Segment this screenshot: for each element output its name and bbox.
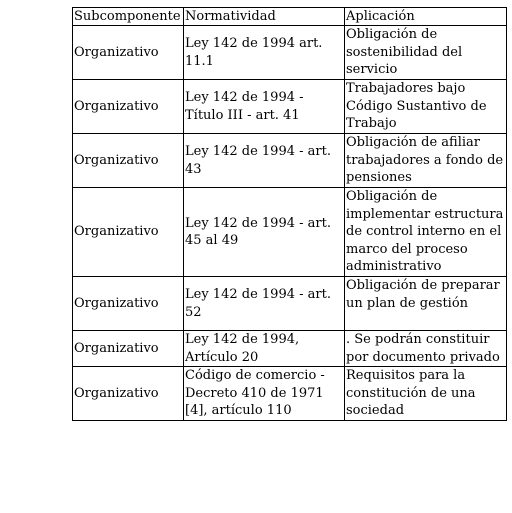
cell-aplicacion: Requisitos para la constitución de una sociedad bbox=[345, 367, 507, 421]
cell-subcomponente: Organizativo bbox=[73, 80, 184, 134]
cell-normatividad: Ley 142 de 1994, Artículo 20 bbox=[184, 331, 345, 367]
cell-normatividad: Ley 142 de 1994 art. 11.1 bbox=[184, 26, 345, 80]
cell-aplicacion: Obligación de preparar un plan de gestión bbox=[345, 277, 507, 331]
normatividad-table bbox=[72, 7, 507, 421]
table-row bbox=[73, 331, 507, 367]
header-subcomponente: Subcomponente bbox=[73, 8, 184, 26]
cell-subcomponente: Organizativo bbox=[73, 188, 184, 277]
table-row bbox=[73, 80, 507, 134]
cell-normatividad: Ley 142 de 1994 - art. 45 al 49 bbox=[184, 188, 345, 277]
cell-subcomponente: Organizativo bbox=[73, 367, 184, 421]
cell-aplicacion: Obligación de sostenibilidad del servicio bbox=[345, 26, 507, 80]
cell-normatividad: Ley 142 de 1994 - Título III - art. 41 bbox=[184, 80, 345, 134]
cell-subcomponente: Organizativo bbox=[73, 134, 184, 188]
header-aplicacion: Aplicación bbox=[345, 8, 507, 26]
cell-aplicacion: . Se podrán constituir por documento privado bbox=[345, 331, 507, 367]
cell-aplicacion: Obligación de afiliar trabajadores a fondo de pensiones bbox=[345, 134, 507, 188]
cell-subcomponente: Organizativo bbox=[73, 331, 184, 367]
table-row bbox=[73, 134, 507, 188]
cell-subcomponente: Organizativo bbox=[73, 277, 184, 331]
table-header-row bbox=[73, 8, 507, 26]
table-row bbox=[73, 26, 507, 80]
cell-aplicacion: Obligación de implementar estructura de control interno en el marco del proceso administrativo bbox=[345, 188, 507, 277]
table-row bbox=[73, 188, 507, 277]
cell-normatividad: Código de comercio - Decreto 410 de 1971 [4], artículo 110 bbox=[184, 367, 345, 421]
table-row bbox=[73, 277, 507, 331]
table-row bbox=[73, 367, 507, 421]
header-normatividad: Normatividad bbox=[184, 8, 345, 26]
cell-normatividad: Ley 142 de 1994 - art. 52 bbox=[184, 277, 345, 331]
cell-subcomponente: Organizativo bbox=[73, 26, 184, 80]
cell-normatividad: Ley 142 de 1994 - art. 43 bbox=[184, 134, 345, 188]
cell-aplicacion: Trabajadores bajo Código Sustantivo de Trabajo bbox=[345, 80, 507, 134]
